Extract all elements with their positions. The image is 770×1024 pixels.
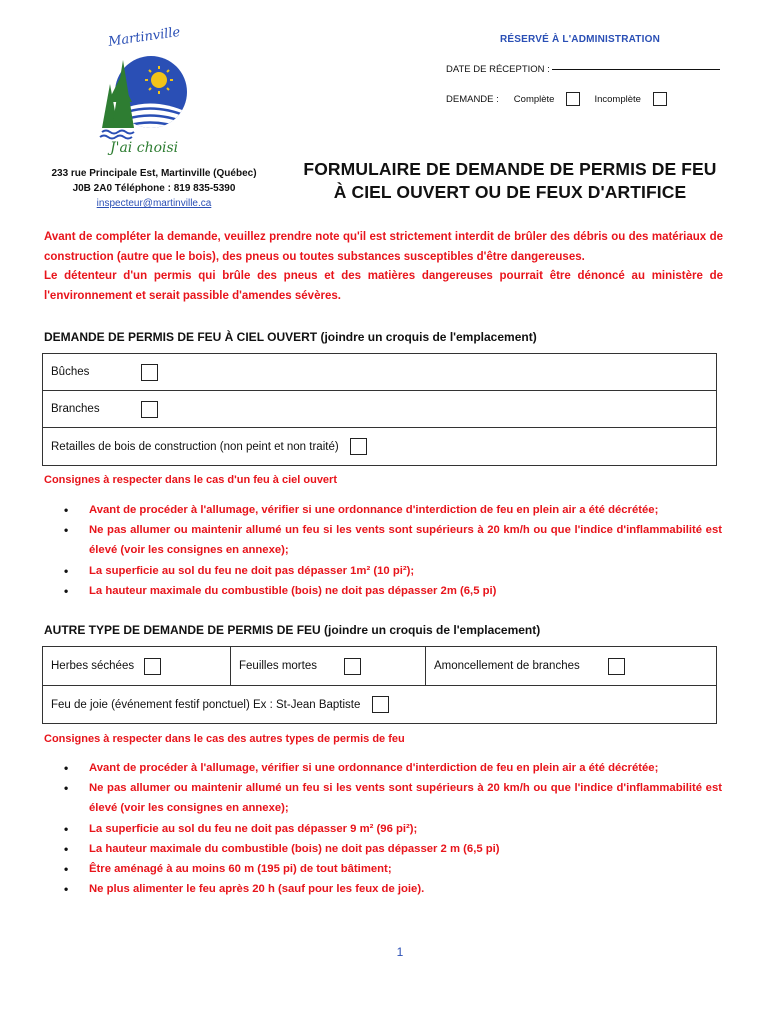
list-item: • Avant de procéder à l'allumage, vérifier si une ordonnance d'interdiction de feu en plein air a été décrétée; [62, 758, 722, 778]
section1-consignes-title: Consignes à respecter dans le cas d'un feu à ciel ouvert [44, 474, 337, 486]
section2-consignes-title: Consignes à respecter dans le cas des autres types de permis de feu [44, 733, 405, 745]
amoncellement-cell [426, 647, 716, 685]
demande-label: DEMANDE : [446, 93, 499, 105]
option-row-branches [43, 391, 716, 428]
herbes-checkbox[interactable] [144, 658, 161, 675]
admin-section-title: RÉSERVÉ À L'ADMINISTRATION [500, 34, 660, 45]
page-number: 1 [396, 945, 404, 959]
form-title-line-2: À CIEL OUVERT OU DE FEUX D'ARTIFICE [333, 182, 687, 202]
list-item: • Ne pas allumer ou maintenir allumé un feu si les vents sont supérieurs à 20 km/h ou que l'indice d'inflammabilité est élevé (voir les consignes en annexe); [62, 520, 722, 560]
complete-checkbox[interactable] [566, 92, 580, 106]
section2-consignes-list [62, 758, 722, 899]
warning-paragraph-1: Avant de compléter la demande, veuillez prendre note qu'il est strictement interdit de brûler des débris ou des matériaux de construction (autre que le bois), des pneus ou toutes substances susceptibles d'être dangereuses. [44, 231, 723, 263]
logo-town-name: Martinville [107, 24, 182, 50]
warning-paragraph-2: Le détenteur d'un permis qui brûle des pneus et des matières dangereuses pourrait être dénoncé au ministère de l'environnement et serait passible d'amendes sévères. [44, 270, 723, 302]
email-link[interactable]: inspecteur@martinville.ca [96, 198, 212, 209]
list-item: • Être aménagé à au moins 60 m (195 pi) de tout bâtiment; [62, 859, 722, 879]
option-label: Bûches [51, 366, 90, 378]
retailles-checkbox[interactable] [350, 438, 367, 455]
martinville-logo [96, 24, 196, 159]
feuilles-cell [231, 647, 426, 685]
reception-date-field[interactable] [446, 64, 720, 75]
feuilles-checkbox[interactable] [344, 658, 361, 675]
list-item: • La hauteur maximale du combustible (bois) ne doit pas dépasser 2m (6,5 pi) [62, 581, 722, 601]
form-title-line-1: FORMULAIRE DE DEMANDE DE PERMIS DE FEU [303, 159, 717, 179]
incomplete-label: Incomplète [594, 93, 641, 105]
table-row [43, 686, 716, 723]
option-label: Retailles de bois de construction (non peint et non traité) [51, 440, 339, 453]
address-line-1: 233 rue Principale Est, Martinville (Québec) [51, 168, 257, 179]
logo-motto: J'ai choisi [110, 140, 179, 156]
section1-heading: DEMANDE DE PERMIS DE FEU À CIEL OUVERT (joindre un croquis de l'emplacement) [44, 330, 537, 344]
list-item: • Avant de procéder à l'allumage, vérifier si une ordonnance d'interdiction de feu en plein air a été décrétée; [62, 500, 722, 520]
option-label: Herbes séchées [51, 660, 135, 672]
option-label: Feuilles mortes [239, 660, 317, 672]
option-row-buches [43, 354, 716, 391]
reception-date-label: DATE DE RÉCEPTION : [446, 64, 550, 75]
demande-status [446, 92, 667, 106]
option-row-retailles [43, 428, 716, 465]
feu-de-joie-cell [43, 686, 716, 723]
complete-label: Complète [513, 93, 555, 105]
option-label: Amoncellement de branches [434, 660, 580, 672]
buches-checkbox[interactable] [141, 364, 158, 381]
other-fire-options-table [42, 646, 717, 724]
amoncellement-checkbox[interactable] [608, 658, 625, 675]
address-block [36, 166, 272, 211]
list-item: • La superficie au sol du feu ne doit pas dépasser 1m² (10 pi²); [62, 561, 722, 581]
form-title [280, 158, 740, 204]
list-item: • Ne pas allumer ou maintenir allumé un feu si les vents sont supérieurs à 20 km/h ou que l'indice d'inflammabilité est élevé (voir les consignes en annexe); [62, 778, 722, 818]
herbes-cell [43, 647, 231, 685]
open-fire-options-table [42, 353, 717, 466]
option-label: Feu de joie (événement festif ponctuel) Ex : St-Jean Baptiste [51, 698, 361, 711]
reception-date-line[interactable] [552, 69, 720, 70]
table-row [43, 647, 716, 686]
branches-checkbox[interactable] [141, 401, 158, 418]
option-label: Branches [51, 403, 100, 415]
list-item: • Ne plus alimenter le feu après 20 h (sauf pour les feux de joie). [62, 879, 722, 899]
warning-text [44, 228, 723, 306]
feu-de-joie-checkbox[interactable] [372, 696, 389, 713]
address-line-2: J0B 2A0 Téléphone : 819 835-5390 [72, 183, 236, 194]
section2-heading: AUTRE TYPE DE DEMANDE DE PERMIS DE FEU (joindre un croquis de l'emplacement) [44, 623, 541, 637]
list-item: • La hauteur maximale du combustible (bois) ne doit pas dépasser 2 m (6,5 pi) [62, 839, 722, 859]
list-item: • La superficie au sol du feu ne doit pas dépasser 9 m² (96 pi²); [62, 819, 722, 839]
section1-consignes-list [62, 500, 722, 601]
incomplete-checkbox[interactable] [653, 92, 667, 106]
